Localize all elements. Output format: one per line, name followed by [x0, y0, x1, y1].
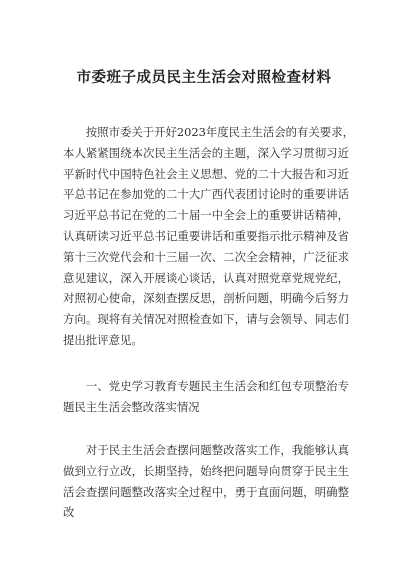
paragraph-line: 认真研读习近平总书记重要讲话和重要指示批示精神及省 [63, 228, 349, 243]
section-paragraph [63, 440, 349, 523]
paragraph-line: 平新时代中国特色社会主义思想、党的二十大报告和习近 [63, 166, 349, 181]
paragraph-line: 第十三次党代会和十三届一次、二次全会精神，广泛征求 [63, 249, 349, 264]
document-title: 市委班子成员民主生活会对照检查材料 [76, 70, 332, 86]
paragraph-line: 习近平总书记在党的二十届一中全会上的重要讲话精神， [63, 208, 349, 223]
paragraph-line: 平总书记在参加党的二十大广西代表团讨论时的重要讲话 [63, 187, 349, 202]
paragraph-line: 对于民主生活会查摆问题整改落实工作，我能够认真 [63, 443, 349, 457]
paragraph-line: 活会查摆问题整改落实全过程中，勇于直面问题，明确整 [63, 484, 349, 499]
paragraph-line: 提出批评意见。 [63, 332, 143, 347]
heading-line: 一、党史学习教育专题民主生活会和红包专项整治专 [63, 379, 349, 393]
paragraph-line: 方向。现将有关情况对照检查如下，请与会领导、同志们 [63, 312, 349, 327]
paragraph-line: 本人紧紧围绕本次民主生活会的主题，深入学习贯彻习近 [63, 145, 349, 160]
paragraph-line: 做到立行立改，长期坚持，始终把问题导向贯穿于民主生 [63, 463, 349, 478]
intro-paragraph [63, 122, 354, 351]
paragraph-line: 意见建议，深入开展谈心谈话，认真对照党章党规党纪， [63, 270, 349, 285]
paragraph-line: 改 [63, 505, 75, 520]
paragraph-line: 按照市委关于开好2023年度民主生活会的有关要求， [63, 125, 354, 139]
section-heading [63, 376, 349, 418]
heading-line: 题民主生活会整改落实情况 [63, 399, 200, 414]
paragraph-line: 对照初心使命，深刻查摆反思，剖析问题，明确今后努力 [63, 291, 349, 306]
